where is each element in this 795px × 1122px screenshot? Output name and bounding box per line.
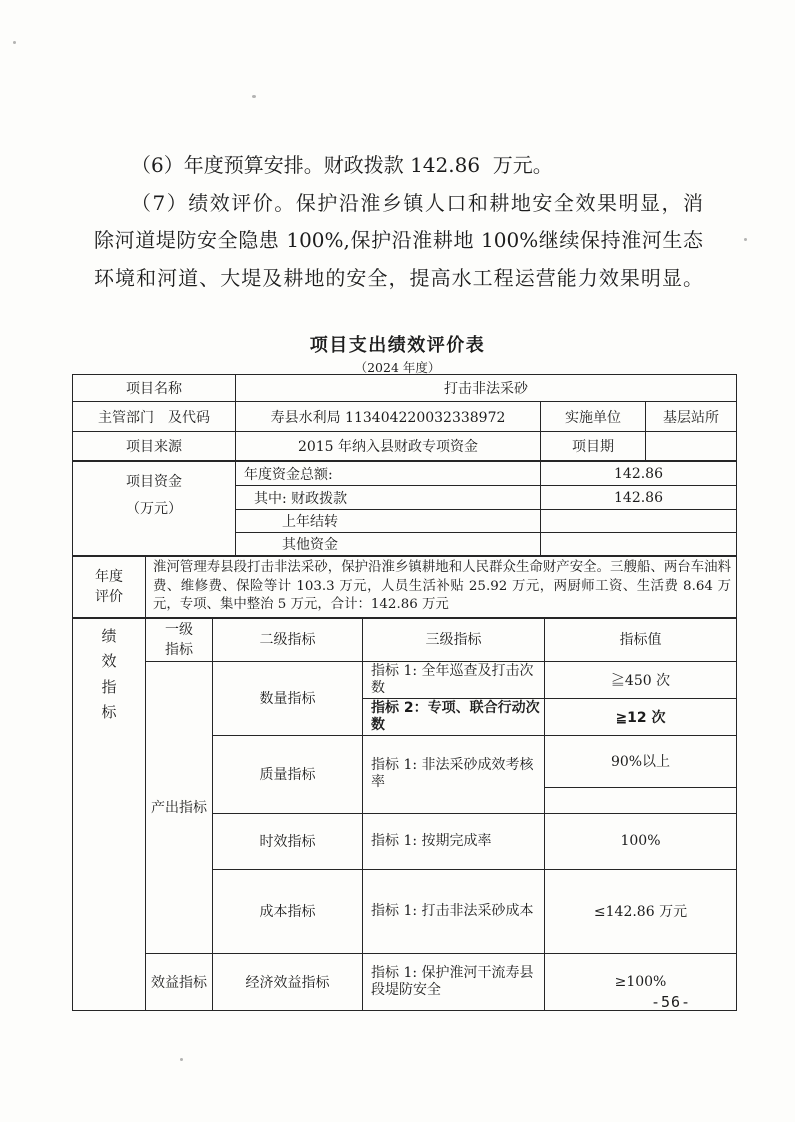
cost-ind1: 指标 1: 打击非法采砂成本 — [363, 869, 545, 953]
scan-speck — [252, 95, 256, 98]
funds-label-line1: 项目资金 — [126, 474, 182, 490]
annual-eval-text: 淮河管理寿县段打击非法采砂，保护沿淮乡镇耕地和人民群众生命财产安全。三艘船、两台车油料费、维修费、保险等计 103.3 万元，人员生活补贴 25.92 万元，两厨师工资、生活费 8.64 万元，专项、集中整治 5 万元，合计：142.86 万元 — [146, 557, 737, 618]
project-funds-section — [72, 461, 737, 556]
funds-fiscal-value: 142.86 — [541, 486, 737, 510]
body-text — [94, 147, 703, 297]
quality-name: 质量指标 — [213, 735, 363, 813]
paragraph-6: （6）年度预算安排。财政拨款 142.86 万元。 — [131, 153, 553, 177]
paragraph-7-line2: 除河道堤防安全隐患 100%,保护沿淮耕地 100%继续保持淮河生态 — [94, 228, 703, 252]
funds-other-value — [541, 533, 737, 556]
source-value: 2015 年纳入县财政专项资金 — [236, 432, 541, 461]
indicators-side-label: 绩效指标 — [73, 618, 146, 1010]
quality-ind1: 指标 1: 非法采砂成效考核率 — [363, 735, 545, 813]
dept-value: 寿县水利局 113404220032338972 — [236, 402, 541, 432]
benefit-val1: ≥100% — [545, 953, 737, 1010]
source-label: 项目来源 — [73, 432, 236, 461]
scan-speck — [180, 1058, 183, 1061]
annual-eval-label: 年度评价 — [73, 557, 146, 618]
period-value — [646, 432, 737, 461]
timeliness-val1: 100% — [545, 813, 737, 869]
cost-name: 成本指标 — [213, 869, 363, 953]
page-number: -56- — [650, 993, 692, 1011]
performance-evaluation-table — [72, 374, 736, 1011]
table-title: 项目支出绩效评价表 — [309, 335, 486, 356]
quality-val1: 90%以上 — [545, 735, 737, 787]
benefit-name: 经济效益指标 — [213, 953, 363, 1010]
dept-label: 主管部门 及代码 — [73, 402, 236, 432]
timeliness-name: 时效指标 — [213, 813, 363, 869]
funds-total-value: 142.86 — [541, 462, 737, 486]
cost-val1: ≤142.86 万元 — [545, 869, 737, 953]
timeliness-ind1: 指标 1: 按期完成率 — [363, 813, 545, 869]
funds-other-label: 其他资金 — [236, 533, 541, 556]
impl-unit-value: 基层站所 — [646, 402, 737, 432]
level1-output: 产出指标 — [146, 661, 213, 953]
indicators-section — [72, 618, 737, 1011]
quantity-val1: ≧450 次 — [545, 661, 737, 698]
project-info-section — [72, 374, 737, 461]
scan-speck — [13, 41, 16, 44]
header-level2: 二级指标 — [213, 618, 363, 661]
paragraph-7-line3: 环境和河道、大堤及耕地的安全，提高水工程运营能力效果明显。 — [94, 265, 703, 290]
funds-label-line2: （万元） — [126, 501, 182, 517]
project-name-value: 打击非法采砂 — [236, 375, 737, 402]
quantity-ind2: 指标 2：专项、联合行动次数 — [363, 698, 545, 735]
quantity-val2: ≧12 次 — [545, 698, 737, 735]
impl-unit-label: 实施单位 — [541, 402, 646, 432]
period-label: 项目期 — [541, 432, 646, 461]
quantity-name: 数量指标 — [213, 661, 363, 735]
header-value: 指标值 — [545, 618, 737, 661]
paragraph-7-line1: （7）绩效评价。保护沿淮乡镇人口和耕地安全效果明显，消 — [131, 190, 703, 215]
funds-label — [73, 462, 236, 556]
header-level1: 一级指标 — [146, 618, 213, 661]
funds-fiscal-label: 其中: 财政拨款 — [236, 486, 541, 510]
project-name-label: 项目名称 — [73, 375, 236, 402]
header-level3: 三级指标 — [363, 618, 545, 661]
funds-total-label: 年度资金总额: — [236, 462, 541, 486]
benefit-ind1: 指标 1: 保护淮河干流寿县段堤防安全 — [363, 953, 545, 1010]
funds-carryover-value — [541, 510, 737, 533]
quantity-ind1: 指标 1: 全年巡查及打击次数 — [363, 661, 545, 698]
level1-benefit: 效益指标 — [146, 953, 213, 1010]
table-subtitle: （2024 年度） — [354, 360, 441, 375]
scan-speck — [744, 238, 747, 241]
quality-val2 — [545, 787, 737, 813]
annual-eval-section — [72, 556, 737, 618]
funds-carryover-label: 上年结转 — [236, 510, 541, 533]
